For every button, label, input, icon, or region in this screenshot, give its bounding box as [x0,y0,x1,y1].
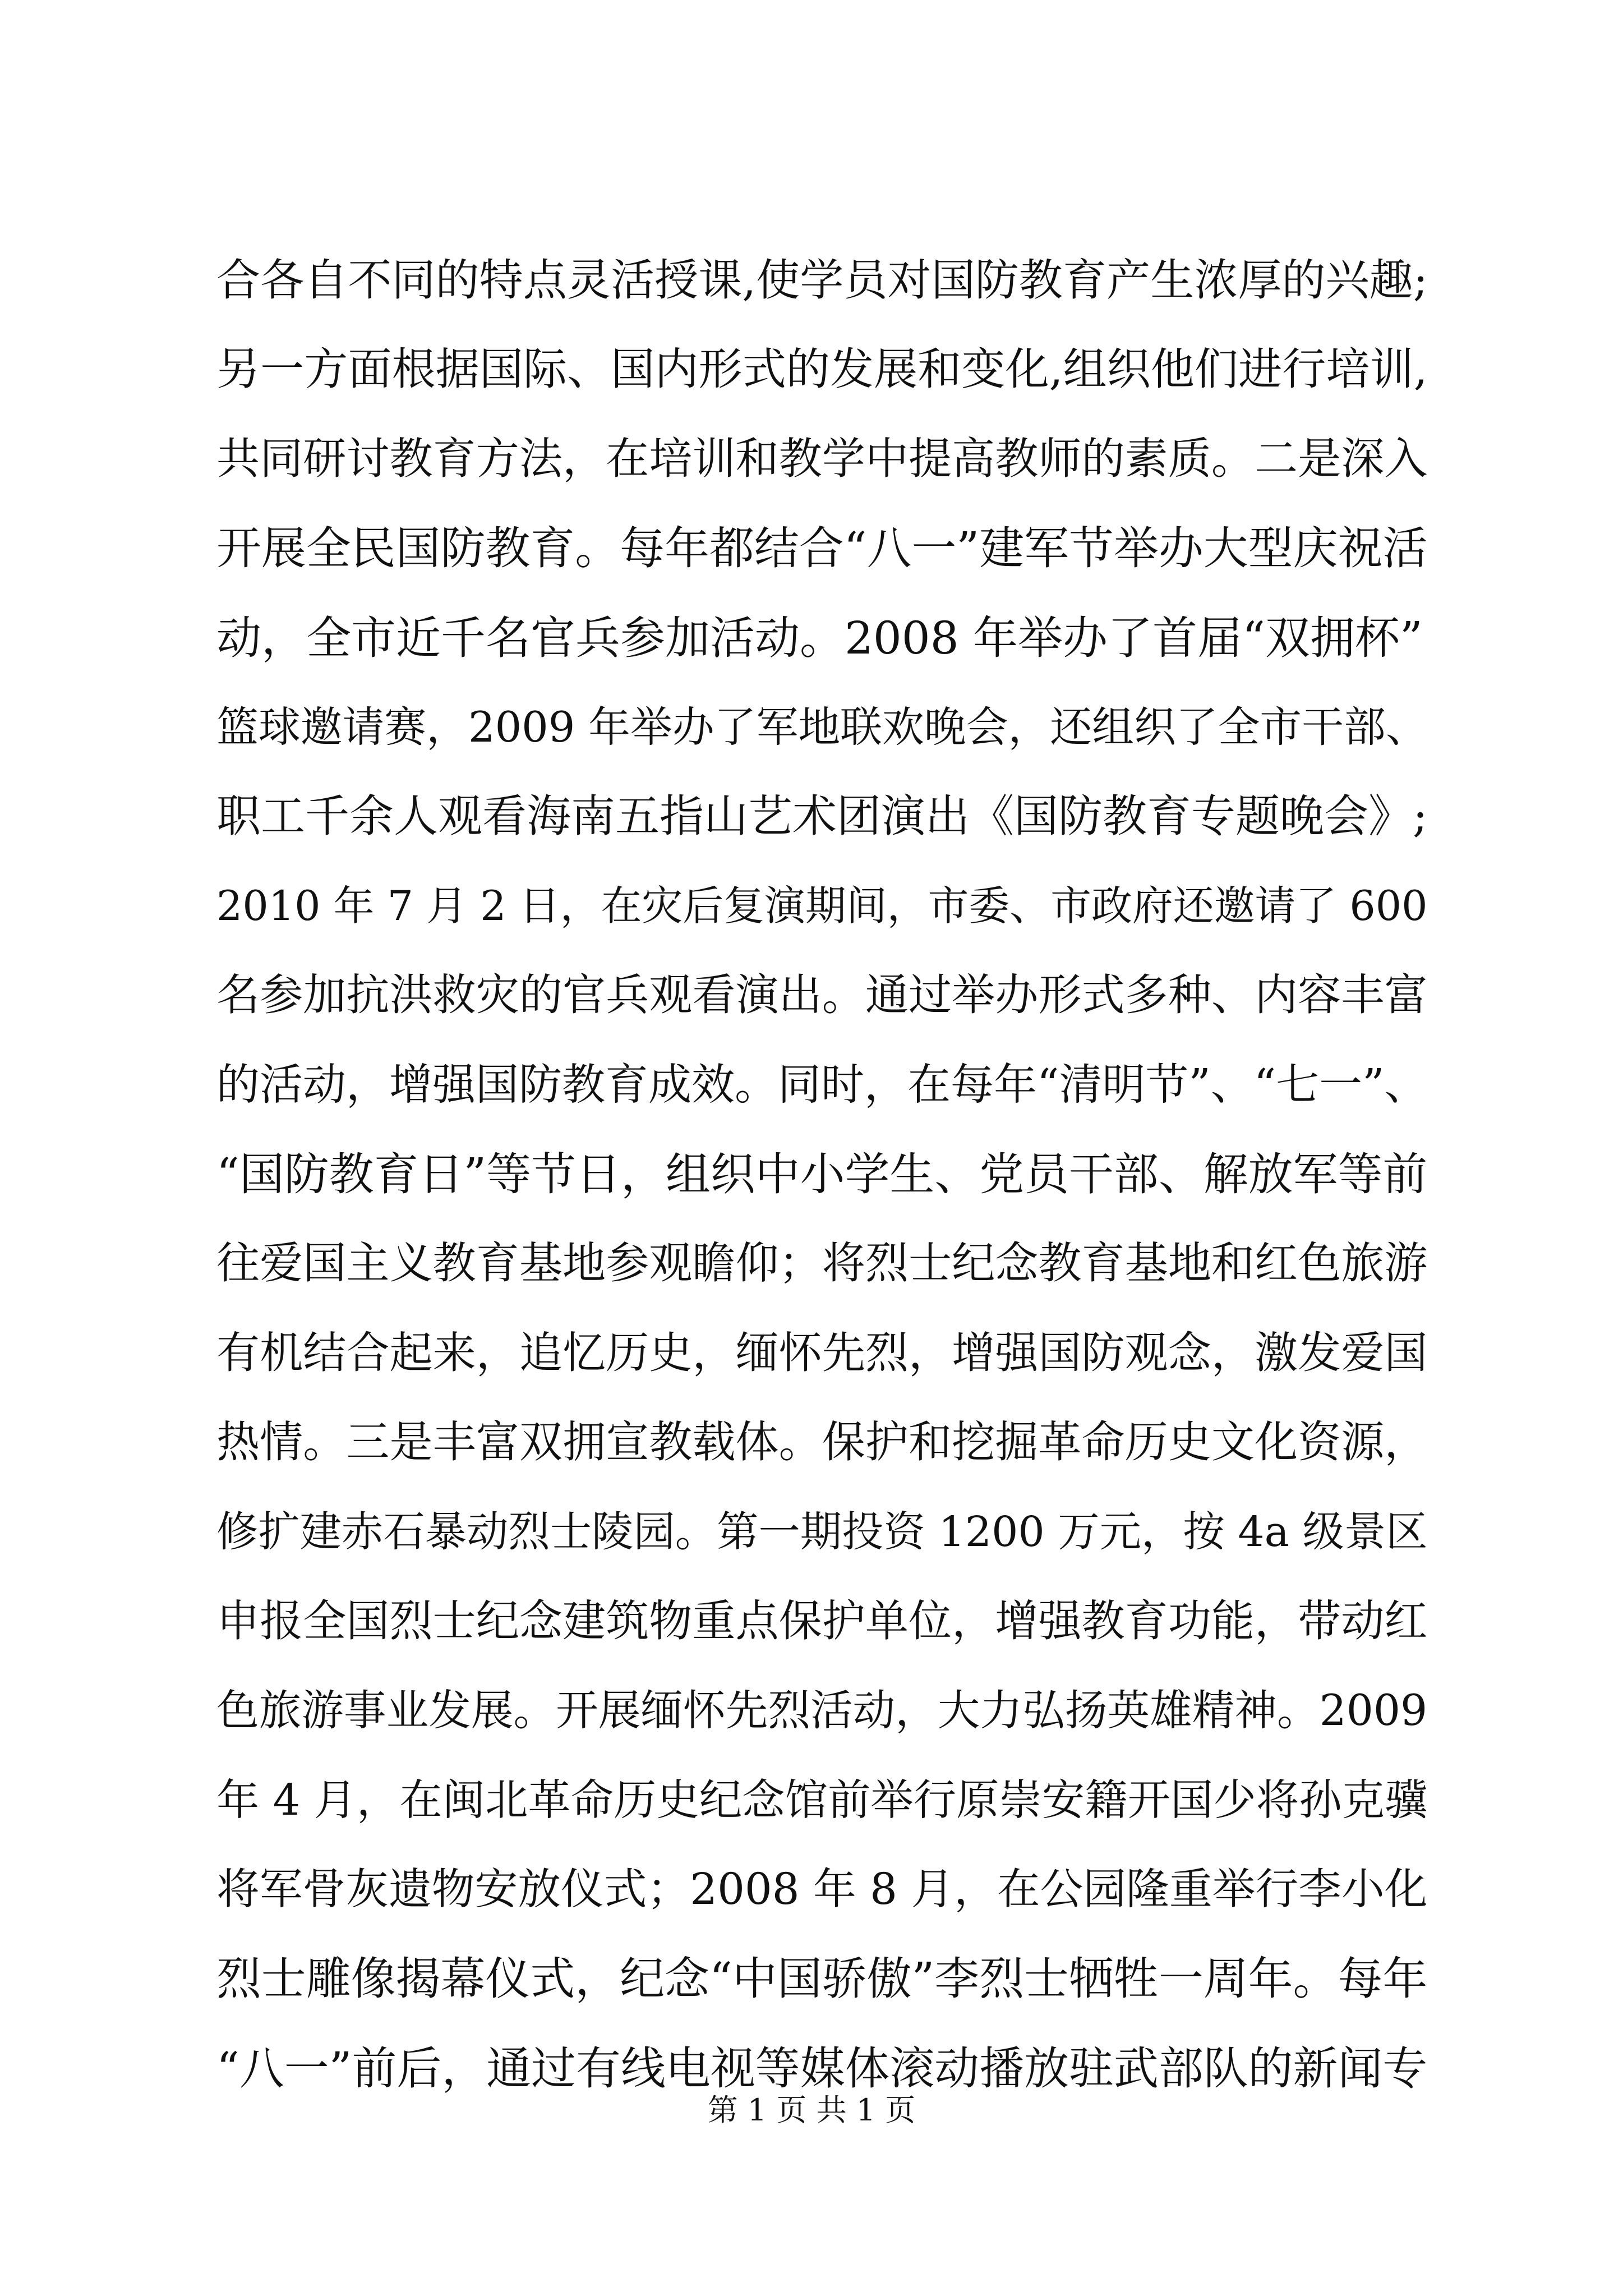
text-line: 将军骨灰遗物安放仪式；2008 年 8 月，在公园隆重举行李小化 [216,1865,1428,1915]
text-line: 申报全国烈士纪念建筑物重点保护单位，增强教育功能，带动红 [216,1595,1428,1646]
text-line: 的活动，增强国防教育成效。同时，在每年“清明节”、“七一”、 [216,1060,1428,1110]
text-line: 2010 年 7 月 2 日，在灾后复演期间，市委、市政府还邀请了 600 [216,882,1428,930]
text-line: 烈士雕像揭幕仪式，纪念“中国骄傲”李烈士牺牲一周年。每年 [216,1953,1428,2005]
text-line: 另一方面根据国际、国内形式的发展和变化,组织他们进行培训, [216,344,1428,395]
text-line: 共同研讨教育方法，在培训和教学中提高教师的素质。二是深入 [216,433,1428,484]
body-text [216,236,1428,2113]
text-line: 往爱国主义教育基地参观瞻仰；将烈士纪念教育基地和红色旅游 [216,1238,1428,1289]
text-line: 职工千余人观看海南五指山艺术团演出《国防教育专题晚会》; [216,790,1428,843]
text-line: 名参加抗洪救灾的官兵观看演出。通过举办形式多种、内容丰富 [216,970,1428,1021]
text-line: 热情。三是丰富双拥宣教载体。保护和挖掘革命历史文化资源， [216,1417,1428,1468]
text-line: “国防教育日”等节日，组织中小学生、党员干部、解放军等前 [216,1148,1428,1200]
text-line: 色旅游事业发展。开展缅怀先烈活动，大力弘扬英雄精神。2009 [216,1686,1428,1736]
text-line: 开展全民国防教育。每年都结合“八一”建军节举办大型庆祝活 [216,522,1428,575]
text-line: 有机结合起来，追忆历史，缅怀先烈，增强国防观念，激发爱国 [216,1327,1428,1378]
text-line: 合各自不同的特点灵活授课,使学员对国防教育产生浓厚的兴趣; [216,255,1428,306]
text-line: “八一”前后，通过有线电视等媒体滚动播放驻武部队的新闻专 [216,2042,1428,2095]
text-line: 动，全市近千名官兵参加活动。2008 年举办了首届“双拥杯” [216,611,1423,664]
text-line: 年 4 月，在闽北革命历史纪念馆前举行原崇安籍开国少将孙克骥 [216,1775,1428,1825]
text-line: 篮球邀请赛，2009 年举办了军地联欢晚会，还组织了全市干部、 [216,702,1428,752]
text-line: 修扩建赤石暴动烈士陵园。第一期投资 1200 万元，按 4a 级景区 [216,1507,1428,1557]
page-number-footer: 第 1 页 共 1 页 [707,2092,916,2128]
